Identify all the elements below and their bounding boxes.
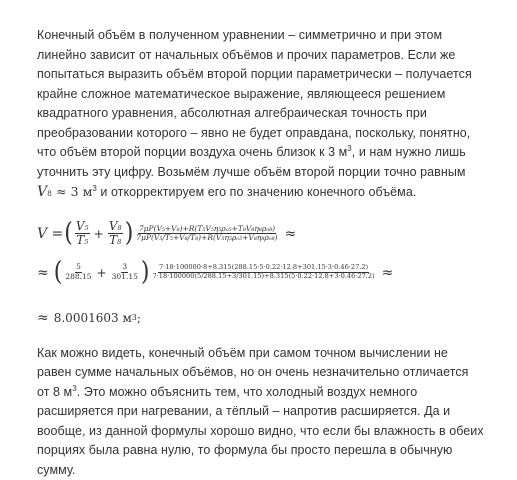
text-line: преобразовании которого – явно не будет оправдана, поскольку, понятно, bbox=[37, 125, 471, 140]
main-fraction-symbolic bbox=[135, 225, 278, 243]
superscript: 3 bbox=[92, 184, 97, 193]
fraction-numerator: 7·18·100000·8+8.315(288.15·5·0.22·12.8+301.15·3·0.46·27.2) bbox=[158, 263, 369, 272]
fraction-denominator: 7μP(V₅/T₅+V₈/T₈)+R(V₅η₅ρₒ₅+V₈η₈ρₒ₈) bbox=[136, 233, 278, 243]
text-line: сумму. bbox=[37, 462, 76, 477]
approx-sign: ≈ bbox=[381, 264, 394, 281]
text-line: порциях была равна нулю, то формула бы просто перешла в обычную bbox=[37, 443, 453, 457]
math-variable: T bbox=[109, 233, 118, 248]
plus-sign: + bbox=[96, 265, 107, 280]
paragraph-1 bbox=[37, 26, 507, 204]
text-line: линейно зависит от начальных объёмов и прочих параметров. Если же bbox=[37, 47, 456, 62]
fraction-denominator: 288.15 bbox=[65, 272, 92, 281]
text-line: уточнить эту цифру. Возьмём лучше объём второй порции точно равным bbox=[37, 164, 466, 179]
approx-sign: ≈ bbox=[284, 225, 297, 242]
plus-sign: + bbox=[93, 226, 104, 241]
formula-tail: ; bbox=[136, 310, 141, 325]
text-line: равен сумме начальных объёмов, но он очень незначительно отличается bbox=[37, 365, 469, 379]
formula-row-3: ≈ 8.0001603 м 3 ; bbox=[37, 309, 141, 326]
fraction-v5-t5 bbox=[75, 220, 90, 249]
formula-lhs: V = bbox=[37, 225, 64, 242]
open-paren: ( bbox=[64, 218, 73, 249]
fraction-5-288 bbox=[64, 263, 92, 281]
superscript: 3 bbox=[347, 144, 352, 153]
text-line: Конечный объём в полученном уравнении – симметрично и при этом bbox=[37, 28, 443, 42]
fraction-3-301 bbox=[111, 263, 139, 281]
fraction-numerator: 5 bbox=[76, 262, 81, 272]
text-line: крайне сложное математическое выражение, являющееся решением bbox=[37, 86, 446, 101]
math-variable: V bbox=[75, 218, 85, 233]
formula-block bbox=[37, 220, 507, 344]
text-line: Как можно видеть, конечный объём при самом точном вычислении не bbox=[37, 345, 448, 360]
formula-row-1 bbox=[37, 220, 301, 249]
fraction-numerator bbox=[108, 220, 123, 235]
fraction-v8-t8 bbox=[108, 220, 123, 249]
math-subscript: 8 bbox=[47, 189, 52, 198]
approx-sign: ≈ bbox=[37, 264, 49, 281]
superscript: 3 bbox=[72, 383, 77, 393]
math-variable: T bbox=[76, 233, 85, 248]
paragraph-2 bbox=[37, 344, 507, 480]
text-line: вообще, из данной формулы хорошо видно, что если бы влажность в обеих bbox=[37, 423, 484, 438]
math-variable: V bbox=[108, 218, 118, 233]
text-line: расширяется при нагревании, а тёплый – напротив расширяется. Да и bbox=[37, 404, 451, 418]
text-fragment: и откорректируем его по значению конечного объёма. bbox=[96, 185, 417, 199]
text-line bbox=[37, 182, 507, 204]
fraction-denominator: 301.15 bbox=[111, 272, 138, 281]
text-line bbox=[37, 383, 507, 403]
math-subscript: 5 bbox=[84, 223, 89, 232]
math-variable: V bbox=[37, 184, 48, 200]
fraction-denominator bbox=[108, 234, 122, 248]
formula-row-2 bbox=[37, 256, 398, 287]
approx-sign: ≈ bbox=[37, 309, 49, 326]
text-fragment: . Это можно объяснить тем, что холодный воздух немного bbox=[76, 384, 418, 399]
text-fragment: , и нам нужно лишь bbox=[351, 145, 466, 159]
close-paren: ) bbox=[124, 218, 134, 249]
text-fragment: что объём второй порции воздуха очень близок к 3 м bbox=[37, 145, 348, 159]
main-fraction-numeric bbox=[151, 264, 375, 280]
fraction-denominator: 7·18·100000(5/288.15+3/301.15)+8.315(5·0.22·12.8+3·0.46·27.2) bbox=[152, 272, 375, 280]
fraction-denominator bbox=[75, 234, 89, 248]
math-subscript: 8 bbox=[117, 238, 122, 247]
document-body bbox=[37, 26, 507, 480]
result-value: 8.0001603 м bbox=[53, 310, 132, 325]
close-paren: ) bbox=[140, 256, 150, 287]
text-line: попытаться выразить объём второй порции параметрически – получается bbox=[37, 67, 472, 81]
text-fragment: от 8 м bbox=[37, 384, 73, 399]
fraction-numerator: 3 bbox=[122, 262, 128, 272]
text-line: квадратного уравнения, абсолютная алгебраическая точность при bbox=[37, 106, 427, 120]
math-subscript: 8 bbox=[117, 223, 122, 232]
math-subscript: 5 bbox=[84, 238, 89, 247]
fraction-numerator: 7μP(V₅+V₈)+R(T₅V₅η₅ρₒ₅+T₈V₈η₈ρₒ₈) bbox=[138, 223, 276, 233]
open-paren: ( bbox=[53, 256, 63, 287]
fraction-numerator bbox=[75, 220, 90, 235]
math-approx: ≈ 3 м bbox=[52, 184, 93, 199]
text-line bbox=[37, 143, 507, 163]
